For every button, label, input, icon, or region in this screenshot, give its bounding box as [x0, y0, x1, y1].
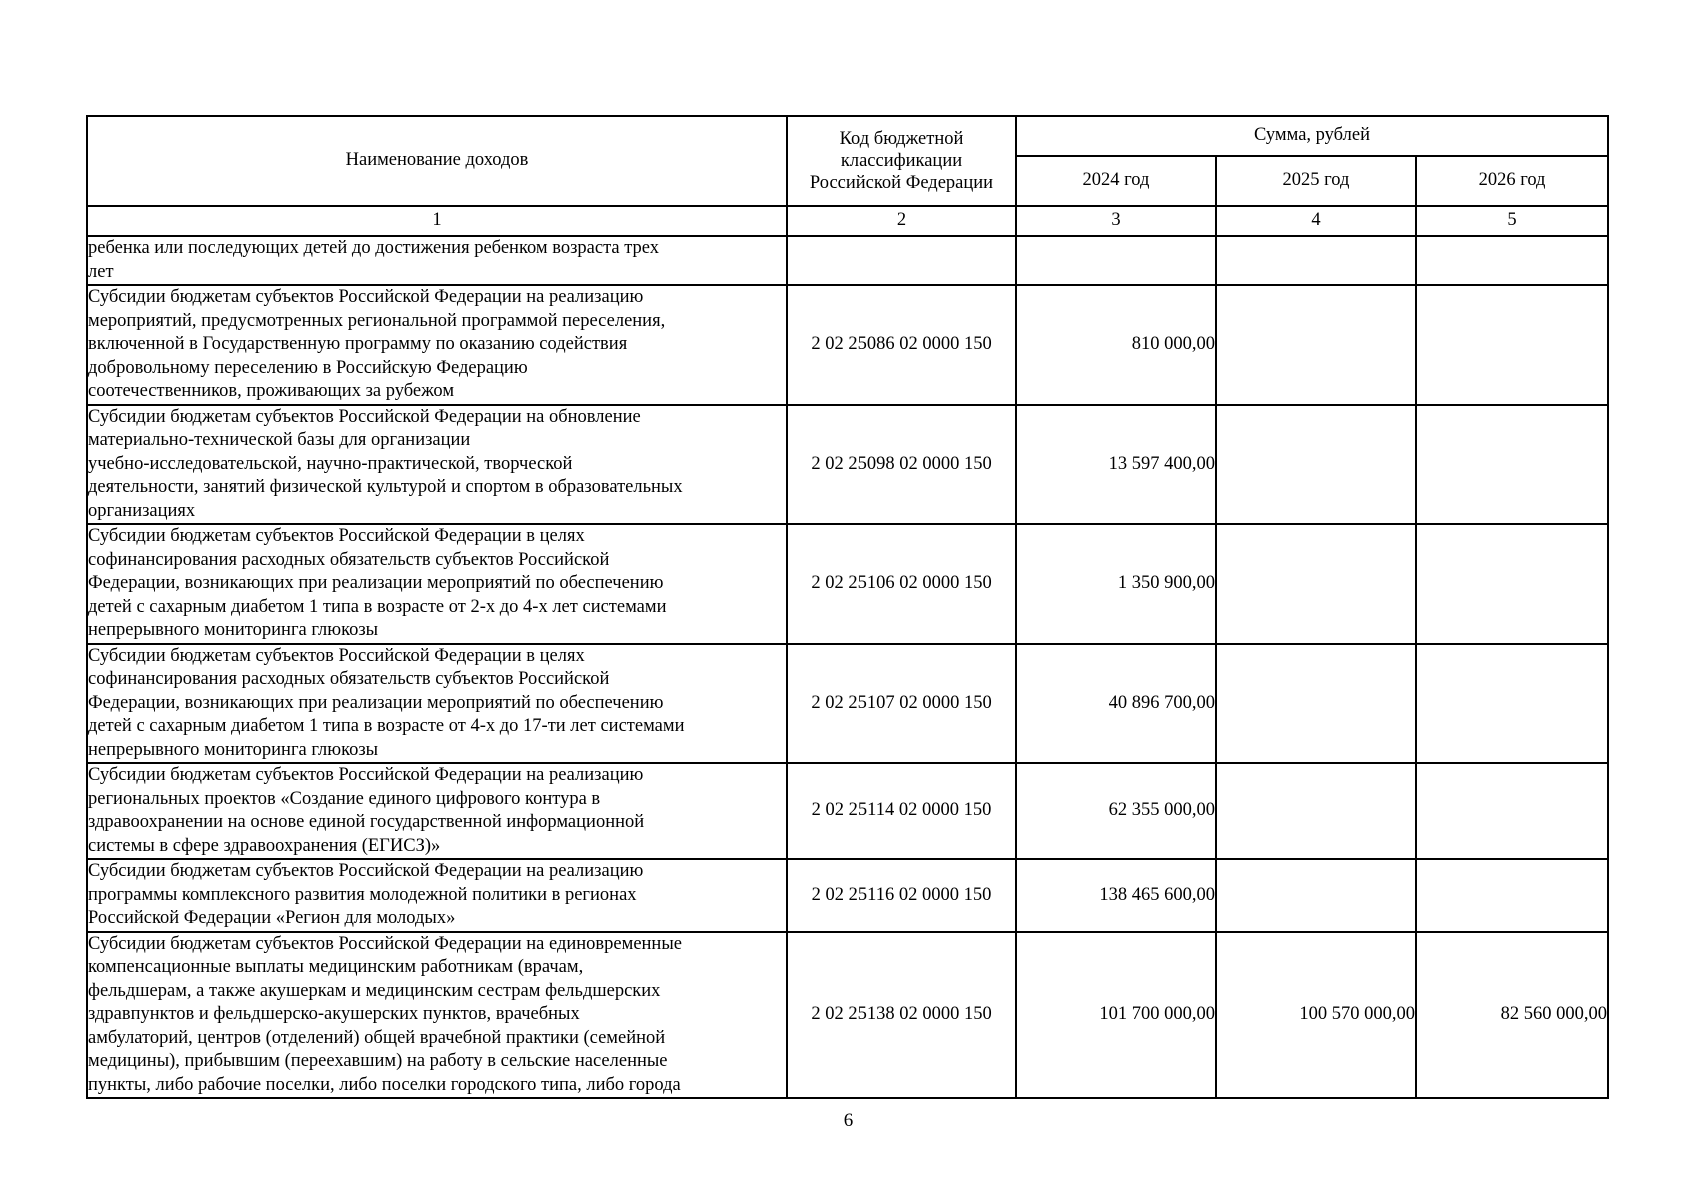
amount-2026-cell — [1416, 859, 1608, 932]
income-name-line: амбулаторий, центров (отделений) общей врачебной практики (семейной — [88, 1027, 666, 1048]
income-name-line: ребенка или последующих детей до достижения ребенком возраста трех — [88, 238, 659, 258]
header-code — [787, 116, 1016, 206]
amount-2024-cell — [1016, 236, 1216, 285]
income-name-cell — [87, 236, 787, 285]
income-name-line: пункты, либо рабочие поселки, либо поселки городского типа, либо города — [88, 1074, 681, 1095]
header-year-2025: 2025 год — [1216, 156, 1416, 206]
amount-2024-cell: 13 597 400,00 — [1016, 405, 1216, 525]
header-year-2026: 2026 год — [1416, 156, 1608, 206]
amount-2025-cell — [1216, 644, 1416, 764]
income-name-line: учебно-исследовательской, научно-практической, творческой — [88, 453, 573, 474]
table-row — [87, 763, 1608, 859]
budget-code-cell: 2 02 25086 02 0000 150 — [787, 285, 1016, 405]
amount-2025-cell — [1216, 236, 1416, 285]
income-name-line: региональных проектов «Создание единого цифрового контура в — [88, 788, 601, 809]
column-number: 5 — [1416, 206, 1608, 236]
income-name-line: соотечественников, проживающих за рубежом — [88, 381, 455, 401]
income-name-line: Субсидии бюджетам субъектов Российской Федерации на реализацию — [88, 765, 644, 785]
amount-2025-cell — [1216, 763, 1416, 859]
column-number: 3 — [1016, 206, 1216, 236]
amount-2024-cell: 138 465 600,00 — [1016, 859, 1216, 932]
header-name: Наименование доходов — [87, 116, 787, 206]
table-row — [87, 644, 1608, 764]
revenue-table — [86, 115, 1609, 1099]
income-name-line: включенной в Государственную программу по оказанию содействия — [88, 334, 628, 354]
budget-code-cell: 2 02 25114 02 0000 150 — [787, 763, 1016, 859]
table-row — [87, 859, 1608, 932]
income-name-line: системы в сфере здравоохранения (ЕГИСЗ)» — [88, 835, 441, 856]
income-name-cell — [87, 524, 787, 644]
table-row — [87, 405, 1608, 525]
income-name-line: непрерывного мониторинга глюкозы — [88, 739, 379, 760]
amount-2024-cell: 1 350 900,00 — [1016, 524, 1216, 644]
table-body — [87, 236, 1608, 1098]
amount-2024-cell: 62 355 000,00 — [1016, 763, 1216, 859]
income-name-line: софинансирования расходных обязательств субъектов Российской — [88, 549, 610, 570]
income-name-cell — [87, 932, 787, 1099]
budget-code-cell: 2 02 25138 02 0000 150 — [787, 932, 1016, 1099]
budget-code-cell: 2 02 25106 02 0000 150 — [787, 524, 1016, 644]
income-name-line: компенсационные выплаты медицинским работникам (врачам, — [88, 957, 584, 977]
table-row — [87, 236, 1608, 285]
header-sum: Сумма, рублей — [1016, 116, 1608, 156]
income-name-cell — [87, 644, 787, 764]
income-name-line: деятельности, занятий физической культурой и спортом в образовательных — [88, 477, 683, 497]
amount-2024-cell: 40 896 700,00 — [1016, 644, 1216, 764]
income-name-line: медицины), прибывшим (переехавшим) на работу в сельские населенные — [88, 1051, 668, 1071]
income-name-cell — [87, 763, 787, 859]
income-name-line: Субсидии бюджетам субъектов Российской Федерации на единовременные — [88, 933, 682, 954]
amount-2024-cell: 101 700 000,00 — [1016, 932, 1216, 1099]
budget-code-cell: 2 02 25107 02 0000 150 — [787, 644, 1016, 764]
amount-2025-cell: 100 570 000,00 — [1216, 932, 1416, 1099]
income-name-line: материально-технической базы для организации — [88, 430, 471, 450]
income-name-line: мероприятий, предусмотренных региональной программой переселения, — [88, 310, 666, 331]
income-name-cell — [87, 859, 787, 932]
income-name-cell — [87, 405, 787, 525]
amount-2026-cell — [1416, 763, 1608, 859]
amount-2025-cell — [1216, 285, 1416, 405]
income-name-line: детей с сахарным диабетом 1 типа в возрасте от 2-х до 4-х лет системами — [88, 596, 667, 617]
income-name-line: Субсидии бюджетам субъектов Российской Федерации в целях — [88, 526, 585, 546]
budget-code-cell: 2 02 25098 02 0000 150 — [787, 405, 1016, 525]
budget-code-cell — [787, 236, 1016, 285]
amount-2026-cell — [1416, 285, 1608, 405]
table-row — [87, 932, 1608, 1099]
header-code-line: Код бюджетной — [839, 129, 964, 149]
income-name-line: непрерывного мониторинга глюкозы — [88, 620, 379, 640]
amount-2026-cell — [1416, 524, 1608, 644]
income-name-line: Федерации, возникающих при реализации мероприятий по обеспечению — [88, 573, 664, 593]
amount-2025-cell — [1216, 405, 1416, 525]
amount-2025-cell — [1216, 524, 1416, 644]
income-name-line: программы комплексного развития молодежной политики в регионах — [88, 884, 637, 905]
amount-2026-cell — [1416, 236, 1608, 285]
amount-2026-cell — [1416, 405, 1608, 525]
income-name-line: софинансирования расходных обязательств субъектов Российской — [88, 669, 610, 689]
table-row — [87, 285, 1608, 405]
income-name-line: Российской Федерации «Регион для молодых» — [88, 908, 456, 928]
income-name-line: лет — [88, 261, 114, 282]
income-name-line: здравпунктов и фельдшерско-акушерских пунктов, врачебных — [88, 1004, 580, 1024]
income-name-line: Субсидии бюджетам субъектов Российской Федерации в целях — [88, 645, 585, 666]
income-name-line: Федерации, возникающих при реализации мероприятий по обеспечению — [88, 692, 664, 713]
page-number: 6 — [843, 1110, 854, 1131]
amount-2025-cell — [1216, 859, 1416, 932]
column-number: 2 — [787, 206, 1016, 236]
income-name-line: организациях — [88, 500, 196, 521]
amount-2026-cell — [1416, 644, 1608, 764]
income-name-cell — [87, 285, 787, 405]
income-name-line: добровольному переселению в Российскую Федерацию — [88, 357, 528, 378]
header-code-line: Российской Федерации — [809, 173, 994, 193]
table-header — [87, 116, 1608, 236]
column-number: 4 — [1216, 206, 1416, 236]
income-name-line: фельдшерам, а также акушеркам и медицинским сестрам фельдшерских — [88, 980, 661, 1001]
income-name-line: Субсидии бюджетам субъектов Российской Федерации на реализацию — [88, 861, 644, 881]
income-name-line: Субсидии бюджетам субъектов Российской Федерации на обновление — [88, 406, 641, 427]
budget-code-cell: 2 02 25116 02 0000 150 — [787, 859, 1016, 932]
column-number: 1 — [87, 206, 787, 236]
header-year-2024: 2024 год — [1016, 156, 1216, 206]
table-row — [87, 524, 1608, 644]
income-name-line: детей с сахарным диабетом 1 типа в возрасте от 4-х до 17-ти лет системами — [88, 716, 685, 736]
income-name-line: Субсидии бюджетам субъектов Российской Федерации на реализацию — [88, 287, 644, 307]
header-code-line: классификации — [840, 151, 963, 171]
amount-2024-cell: 810 000,00 — [1016, 285, 1216, 405]
amount-2026-cell: 82 560 000,00 — [1416, 932, 1608, 1099]
income-name-line: здравоохранении на основе единой государственной информационной — [88, 812, 645, 832]
